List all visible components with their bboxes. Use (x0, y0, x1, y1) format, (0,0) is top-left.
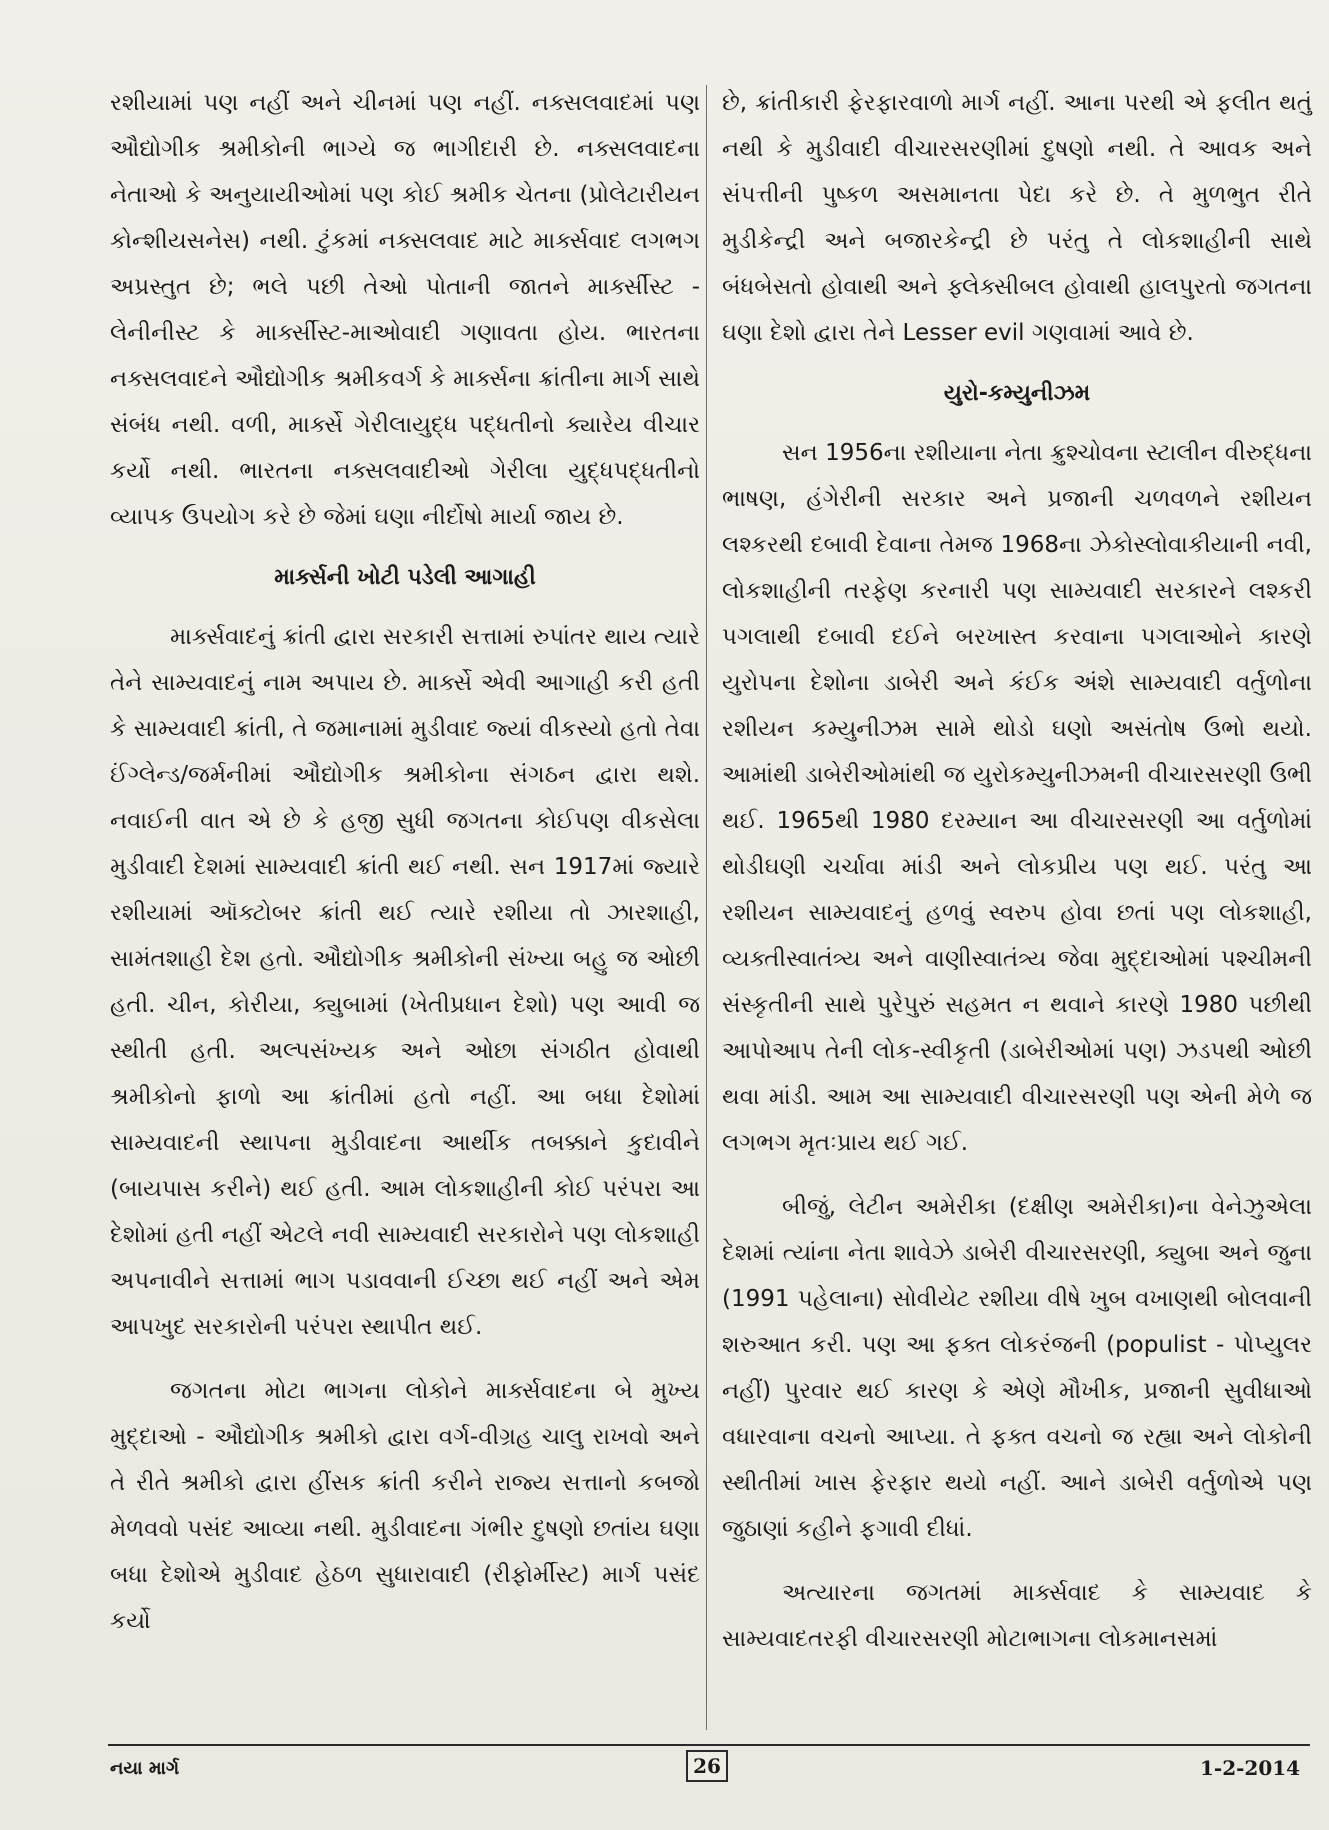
footer-rule (108, 1744, 1310, 1746)
right-paragraph-1: છે, ક્રાંતીકારી ફેરફારવાળો માર્ગ નહીં. આના પરથી એ ફલીત થતું નથી કે મુડીવાદી વીચારસરણીમાં દુષણો નથી. તે આવક અને સંપત્તીની પુષ્કળ અસમાનતા પેદા કરે છે. તે મુળભુત રીતે મુડીકેન્દ્રી અને બજારકેન્દ્રી છે પરંતુ તે લોકશાહીની સાથે બંધબેસતો હોવાથી અને ફ્લેક્સીબલ હોવાથી હાલપુરતો જગતના ઘણા દેશો દ્વારા તેને Lesser evil ગણવામાં આવે છે. (722, 90, 1312, 346)
right-section-heading: યુરો-કમ્યુનીઝમ (943, 381, 1091, 406)
right-column (722, 80, 1312, 1680)
issue-date: 1-2-2014 (1200, 1756, 1301, 1780)
left-paragraph-1: રશીયામાં પણ નહીં અને ચીનમાં પણ નહીં. નક્સલવાદમાં પણ ઔદ્યોગીક શ્રમીકોની ભાગ્યે જ ભાગીદારી છે. નક્સલવાદના નેતાઓ કે અનુયાયીઓમાં પણ કોઈ શ્રમીક ચેતના (પ્રોલેટારીયન કોન્શીયસનેસ) નથી. ટુંકમાં નક્સલવાદ માટે માર્ક્સવાદ લગભગ અપ્રસ્તુત છે; ભલે પછી તેઓ પોતાની જાતને માર્ક્સીસ્ટ - લેનીનીસ્ટ કે માર્ક્સીસ્ટ-માઓવાદી ગણાવતા હોય. ભારતના નક્સલવાદને ઔદ્યોગીક શ્રમીકવર્ગ કે માર્ક્સના ક્રાંતીના માર્ગ સાથે સંબંધ નથી. વળી, માર્ક્સે ગેરીલાયુદ્ધ પદ્ધતીનો ક્યારેય વીચાર કર્યો નથી. ભારતના નક્સલવાદીઓ ગેરીલા યુદ્ધપદ્ધતીનો વ્યાપક ઉપયોગ કરે છે જેમાં ઘણા નીર્દોષો માર્યા જાય છે. (110, 90, 700, 530)
left-column (110, 80, 700, 1662)
publication-name: નયા માર્ગ (110, 1758, 180, 1779)
right-paragraph-4: અત્યારના જગતમાં માર્ક્સવાદ કે સામ્યવાદ કે સામ્યવાદતરફી વીચારસરણી મોટાભાગના લોકમાનસમાં (722, 1580, 1312, 1652)
left-paragraph-3: જગતના મોટા ભાગના લોકોને માર્ક્સવાદના બે મુખ્ય મુદ્દાઓ - ઔદ્યોગીક શ્રમીકો દ્વારા વર્ગ-વીગ્રહ ચાલુ રાખવો અને તે રીતે શ્રમીકો દ્વારા હીંસક ક્રાંતી કરીને રાજ્ય સત્તાનો કબજો મેળવવો પસંદ આવ્યા નથી. મુડીવાદના ગંભીર દુષણો છતાંય ઘણા બધા દેશોએ મુડીવાદ હેઠળ સુધારાવાદી (રીફોર્મીસ્ટ) માર્ગ પસંદ કર્યો (110, 1378, 700, 1634)
left-section-heading: માર્ક્સની ખોટી પડેલી આગાહી (274, 565, 536, 590)
right-paragraph-2: સન 1956ના રશીયાના નેતા ક્રુશ્ચોવના સ્ટાલીન વીરુદ્ધના ભાષણ, હંગેરીની સરકાર અને પ્રજાની ચળવળને રશીયન લશ્કરથી દબાવી દેવાના તેમજ 1968ના ઝેકોસ્લોવાકીયાની નવી, લોકશાહીની તરફેણ કરનારી પણ સામ્યવાદી સરકારને લશ્કરી પગલાથી દબાવી દઈને બરખાસ્ત કરવાના પગલાઓને કારણે યુરોપના દેશોના ડાબેરી અને કંઈક અંશે સામ્યવાદી વર્તુળોના રશીયન કમ્યુનીઝમ સામે થોડો ઘણો અસંતોષ ઉભો થયો. આમાંથી ડાબેરીઓમાંથી જ યુરોકમ્યુનીઝમની વીચારસરણી ઉભી થઈ. 1965થી 1980 દરમ્યાન આ વીચારસરણી આ વર્તુળોમાં થોડીઘણી ચર્ચાવા માંડી અને લોકપ્રીય પણ થઈ. પરંતુ આ રશીયન સામ્યવાદનું હળવું સ્વરુપ હોવા છતાં પણ લોકશાહી, વ્યક્તીસ્વાતંત્ર્ય અને વાણીસ્વાતંત્ર્ય જેવા મુદ્દાઓમાં પશ્ચીમની સંસ્કૃતીની સાથે પુરેપુરું સહમત ન થવાને કારણે 1980 પછીથી આપોઆપ તેની લોક-સ્વીકૃતી (ડાબેરીઓમાં પણ) ઝડપથી ઓછી થવા માંડી. આમ આ સામ્યવાદી વીચારસરણી પણ એની મેળે જ લગભગ મૃતઃપ્રાય થઈ ગઈ. (722, 440, 1312, 1156)
column-divider (706, 85, 707, 1730)
right-paragraph-3: બીજું, લેટીન અમેરીકા (દક્ષીણ અમેરીકા)ના વેનેઝુએલા દેશમાં ત્યાંના નેતા શાવેઝે ડાબેરી વીચારસરણી, ક્યુબા અને જુના (1991 પહેલાના) સોવીયેટ રશીયા વીષે ખુબ વખાણથી બોલવાની શરુઆત કરી. પણ આ ફક્ત લોકરંજની (populist - પોપ્યુલર નહીં) પુરવાર થઈ કારણ કે એણે મૌખીક, પ્રજાની સુવીધાઓ વધારવાના વચનો આપ્યા. તે ફક્ત વચનો જ રહ્યા અને લોકોની સ્થીતીમાં ખાસ ફેરફાર થયો નહીં. આને ડાબેરી વર્તુળોએ પણ જુઠાણાં કહીને ફગાવી દીધાં. (722, 1194, 1312, 1542)
page-number: 26 (686, 1750, 728, 1782)
left-paragraph-2: માર્ક્સવાદનું ક્રાંતી દ્વારા સરકારી સત્તામાં રુપાંતર થાય ત્યારે તેને સામ્યવાદનું નામ અપાય છે. માર્ક્સે એવી આગાહી કરી હતી કે સામ્યવાદી ક્રાંતી, તે જમાનામાં મુડીવાદ જ્યાં વીકસ્યો હતો તેવા ઈંગ્લેન્ડ/જર્મનીમાં ઔદ્યોગીક શ્રમીકોના સંગઠન દ્વારા થશે. નવાઈની વાત એ છે કે હજી સુધી જગતના કોઈપણ વીકસેલા મુડીવાદી દેશમાં સામ્યવાદી ક્રાંતી થઈ નથી. સન 1917માં જ્યારે રશીયામાં ઑક્ટોબર ક્રાંતી થઈ ત્યારે રશીયા તો ઝારશાહી, સામંતશાહી દેશ હતો. ઔદ્યોગીક શ્રમીકોની સંખ્યા બહુ જ ઓછી હતી. ચીન, કોરીયા, ક્યુબામાં (ખેતીપ્રધાન દેશો) પણ આવી જ સ્થીતી હતી. અલ્પસંખ્યક અને ઓછા સંગઠીત હોવાથી શ્રમીકોનો ફાળો આ ક્રાંતીમાં હતો નહીં. આ બધા દેશોમાં સામ્યવાદની સ્થાપના મુડીવાદના આર્થીક તબક્કાને કુદાવીને (બાયપાસ કરીને) થઈ હતી. આમ લોકશાહીની કોઈ પરંપરા આ દેશોમાં હતી નહીં એટલે નવી સામ્યવાદી સરકારોને પણ લોકશાહી અપનાવીને સત્તામાં ભાગ પડાવવાની ઈચ્છા થઈ નહીં અને એમ આપખુદ સરકારોની પરંપરા સ્થાપીત થઈ. (110, 624, 700, 1340)
